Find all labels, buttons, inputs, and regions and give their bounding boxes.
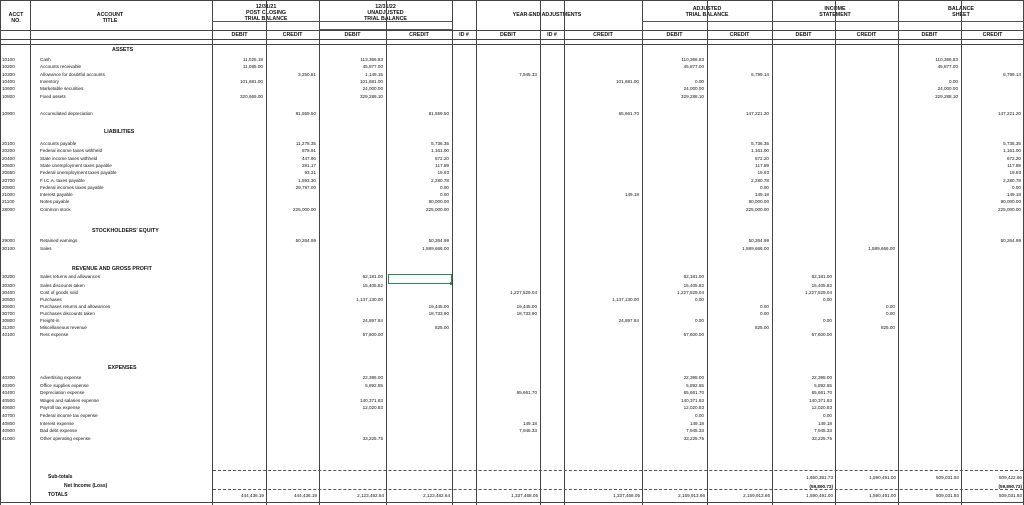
account-number: 31200 <box>2 325 15 330</box>
account-number: 40300 <box>2 382 15 388</box>
pc-credit-header: CREDIT <box>282 32 303 38</box>
header-rule <box>319 29 452 30</box>
adj-id-credit-header: ID # <box>547 32 557 38</box>
amount-atbd: 62,181.00 <box>683 274 704 279</box>
amount-atbd: 1,227,529.04 <box>677 290 704 295</box>
amount-isd: 5,892.55 <box>814 382 832 388</box>
amount-utd: 45,877.00 <box>362 64 383 70</box>
total-rule <box>213 470 1023 471</box>
account-title-header: ACCOUNT TITLE <box>96 12 124 24</box>
amount-pcd: 11,025.19 <box>242 57 263 62</box>
amount-atbd: 7,945.33 <box>686 428 704 434</box>
amount-isd: 15,405.82 <box>811 283 832 288</box>
net-income-label: Net Income (Loss) <box>64 483 108 489</box>
amount-isd: 33,225.75 <box>811 435 832 441</box>
adj-id-debit-header: ID # <box>459 32 469 38</box>
grid-line <box>319 0 320 505</box>
account-title: Accumulated depreciation <box>40 111 93 116</box>
account-title: Purchases returns and allowances <box>40 304 111 309</box>
account-title: Accounts payable <box>40 141 77 146</box>
account-title: Federal unemployment taxes payable <box>40 170 117 176</box>
amount-pcc: 1,593.30 <box>298 177 316 183</box>
total-ut-credit: 2,123,482.64 <box>423 493 450 498</box>
total-adj-credit: 1,337,468.05 <box>613 493 640 498</box>
amount-isd: 0.00 <box>823 297 832 302</box>
amount-utd: 33,225.75 <box>362 435 383 441</box>
amount-atbc: 672.20 <box>754 155 769 161</box>
amount-atbc: 19.93 <box>757 170 769 176</box>
total-rule <box>213 489 1023 490</box>
amount-isd: 7,945.33 <box>814 428 832 434</box>
account-number: 10900 <box>2 111 15 116</box>
account-number: 30200 <box>2 274 15 279</box>
amount-bsc: 1,161.00 <box>1003 148 1021 154</box>
account-title: Notes payable <box>40 199 70 205</box>
grid-line <box>476 0 477 505</box>
amount-isc: 0.00 <box>886 304 895 309</box>
account-number: 40600 <box>2 405 15 411</box>
adjustments-header: YEAR-END ADJUSTMENTS <box>512 12 582 18</box>
account-number: 29000 <box>2 238 15 243</box>
account-number: 40700 <box>2 413 15 418</box>
bs-debit-header: DEBIT <box>921 32 938 38</box>
is-credit-header: CREDIT <box>856 32 877 38</box>
grid-line <box>0 30 1024 31</box>
account-title: Bad debt expense <box>40 428 78 434</box>
amount-bsd: 24,000.00 <box>937 86 958 92</box>
amount-atbd: 65,661.70 <box>683 390 704 396</box>
amount-atbd: 57,600.00 <box>683 332 704 337</box>
amount-utd: 24,897.84 <box>362 318 383 323</box>
grid-line <box>564 0 565 505</box>
account-title: Miscellaneous revenue <box>40 325 87 330</box>
grid-line <box>452 0 453 505</box>
account-number: 28000 <box>2 207 15 212</box>
account-number: 40100 <box>2 332 15 337</box>
account-title: Advertising expense <box>40 375 82 380</box>
amount-atbd: 0.00 <box>695 318 704 323</box>
post-closing-header: 12/31/21 POST CLOSING TRIAL BALANCE <box>244 4 288 22</box>
account-title: Sales <box>40 246 52 251</box>
account-number: 30500 <box>2 297 15 302</box>
amount-isd: 0.00 <box>823 413 832 418</box>
amount-utc: 50,264.99 <box>428 238 449 243</box>
amount-utd: 101,681.00 <box>360 78 383 84</box>
total-pc-debit: 444,436.19 <box>241 493 264 498</box>
amount-bsc: 2,280.78 <box>1003 177 1021 183</box>
amount-isd: 149.18 <box>817 420 832 426</box>
amount-utd: 57,600.00 <box>362 332 383 337</box>
amount-isd: 62,181.00 <box>811 274 832 279</box>
amount-utc: 0.00 <box>440 192 449 198</box>
grid-line <box>772 0 773 505</box>
header-rule <box>772 21 1024 22</box>
subtotal-bs-debit: 509,031.93 <box>936 475 959 480</box>
amount-adjc: 24,897.84 <box>618 318 639 323</box>
amount-pcc: 447.96 <box>301 155 316 161</box>
amount-bsd: 45,877.00 <box>937 64 958 70</box>
account-number: 40500 <box>2 397 15 403</box>
account-number: 10600 <box>2 86 15 92</box>
amount-atbd: 45,877.00 <box>683 64 704 70</box>
account-number: 40200 <box>2 375 15 380</box>
account-title: Cash <box>40 57 51 62</box>
account-number: 20600 <box>2 162 15 168</box>
amount-atbd: 5,892.55 <box>686 382 704 388</box>
atb-credit-header: CREDIT <box>729 32 750 38</box>
amount-bsc: 147,221.20 <box>998 111 1021 116</box>
amount-bsc: 90,000.00 <box>1000 199 1021 205</box>
amount-isc: 1,589,666.00 <box>868 246 895 251</box>
amount-atbd: 0.00 <box>695 413 704 418</box>
total-is-credit: 1,590,491.00 <box>869 493 896 498</box>
amount-atbc: 825.00 <box>754 325 769 330</box>
account-number: 20100 <box>2 141 15 146</box>
amount-atbc: 90,000.00 <box>748 199 769 205</box>
account-title: Rent expense <box>40 332 69 337</box>
amount-pcd: 320,665.00 <box>240 93 263 99</box>
amount-utd: 113,366.83 <box>360 57 383 62</box>
account-number: 30300 <box>2 283 15 288</box>
unadjusted-header: 12/31/22 UNADJUSTED TRIAL BALANCE <box>364 4 407 22</box>
account-number: 10400 <box>2 78 15 84</box>
account-number: 21100 <box>2 199 15 205</box>
account-title: Freight-in <box>40 318 60 323</box>
account-title: Inventory <box>40 78 59 84</box>
grid-line <box>0 0 1024 1</box>
account-number: 10800 <box>2 93 15 99</box>
amount-bsd: 0.00 <box>949 78 958 84</box>
account-number: 20200 <box>2 148 15 154</box>
account-number: 30600 <box>2 304 15 309</box>
account-title: Sales returns and allowances <box>40 274 101 279</box>
account-number: 20400 <box>2 155 15 161</box>
liabilities-section-title: LIABILITIES <box>104 129 135 135</box>
amount-pcc: 29,797.00 <box>295 184 316 190</box>
grid-line <box>0 44 1024 45</box>
account-number: 20650 <box>2 170 15 176</box>
subtotals-label: Sub-totals <box>48 474 73 480</box>
amount-utd: 15,405.82 <box>362 283 383 288</box>
ut-credit-header: CREDIT <box>409 32 429 38</box>
account-number: 20700 <box>2 177 15 183</box>
account-title: Cost of goods sold <box>40 290 79 295</box>
net-income-bs-credit: (59,890.73) <box>998 484 1022 489</box>
is-debit-header: DEBIT <box>795 32 812 38</box>
grid-line <box>0 502 1024 503</box>
amount-bsc: 0.00 <box>1012 184 1021 190</box>
amount-isd: 57,600.00 <box>811 332 832 337</box>
amount-atbd: 33,225.75 <box>683 435 704 441</box>
total-atb-credit: 2,159,913.66 <box>743 493 770 498</box>
account-title: Office supplies expense <box>40 382 89 388</box>
totals-label: TOTALS <box>48 492 68 498</box>
account-title: Fixed assets <box>40 93 66 99</box>
amount-atbc: 1,161.00 <box>751 148 769 154</box>
account-title: F.I.C.A. taxes payable <box>40 177 85 183</box>
amount-utc: 1,161.00 <box>431 148 449 154</box>
amount-pcc: 3,250.81 <box>298 71 316 77</box>
account-title: Common stock <box>40 207 71 212</box>
account-number: 41000 <box>2 435 15 441</box>
total-ut-debit: 2,123,482.64 <box>357 493 384 498</box>
account-title: Payroll tax expense <box>40 405 81 411</box>
amount-atbd: 22,395.00 <box>683 375 704 380</box>
expenses-section-title: EXPENSES <box>108 365 137 371</box>
subtotal-is-debit: 1,650,381.73 <box>806 475 833 480</box>
total-is-debit: 1,590,491.00 <box>806 493 833 498</box>
net-income-is-debit: (59,890.73) <box>809 484 833 489</box>
total-bs-debit: 509,031.93 <box>936 493 959 498</box>
atb-debit-header: DEBIT <box>666 32 683 38</box>
amount-utd: 1,149.15 <box>365 71 383 77</box>
amount-utd: 24,000.00 <box>362 86 383 92</box>
account-number: 30100 <box>2 246 15 251</box>
amount-adjd: 19,445.00 <box>516 304 537 309</box>
amount-atbc: 225,000.00 <box>746 207 769 212</box>
amount-atbc: 1,589,666.00 <box>742 246 769 251</box>
account-title: Federal incomes taxes payable <box>40 184 104 190</box>
amount-bsd: 110,366.83 <box>935 57 958 62</box>
amount-pcc: 281.17 <box>301 162 316 168</box>
amount-bsc: 19.93 <box>1009 170 1021 176</box>
income-statement-header: INCOME STATEMENT <box>819 6 851 18</box>
account-number: 10200 <box>2 64 15 70</box>
amount-atbd: 15,405.82 <box>683 283 704 288</box>
total-atb-debit: 2,159,913.66 <box>678 493 705 498</box>
amount-utc: 19,445.00 <box>428 304 449 309</box>
acct-no-header: ACCT NO. <box>8 12 24 24</box>
amount-atbd: 12,020.83 <box>683 405 704 411</box>
amount-utc: 90,000.00 <box>428 199 449 205</box>
amount-utd: 62,181.00 <box>362 274 383 279</box>
amount-utd: 329,288.10 <box>360 93 383 99</box>
amount-adjd: 1,227,529.04 <box>510 290 537 295</box>
adj-credit-header: CREDIT <box>593 32 613 38</box>
account-title: Purchases <box>40 297 62 302</box>
grid-line <box>212 0 213 505</box>
amount-atbc: 5,736.35 <box>751 141 769 146</box>
amount-utc: 672.20 <box>434 155 449 161</box>
amount-isd: 0.00 <box>823 318 832 323</box>
grid-line <box>0 0 1 505</box>
pc-debit-header: DEBIT <box>231 32 248 38</box>
amount-bsc: 50,264.99 <box>1000 238 1021 243</box>
amount-atbc: 50,264.99 <box>748 238 769 243</box>
amount-isd: 140,371.63 <box>809 397 832 403</box>
grid-line <box>835 0 836 505</box>
amount-atbd: 24,000.00 <box>683 86 704 92</box>
total-bs-credit: 509,031.93 <box>999 493 1022 498</box>
account-title: Wages and salaries expense <box>40 397 99 403</box>
account-number: 40800 <box>2 420 15 426</box>
amount-pcc: 11,278.35 <box>295 141 316 146</box>
amount-isd: 22,395.00 <box>811 375 832 380</box>
account-title: Retained earnings <box>40 238 78 243</box>
total-pc-credit: 444,436.19 <box>294 493 317 498</box>
account-title: State income taxes withheld <box>40 155 98 161</box>
amount-utc: 117.89 <box>435 162 449 168</box>
account-number: 10100 <box>2 57 15 62</box>
account-title: Sales discounts taken <box>40 283 85 288</box>
header-rule <box>212 21 452 22</box>
account-title: Federal income tax expense <box>40 413 98 418</box>
subtotal-bs-credit: 509,422.66 <box>999 475 1022 480</box>
amount-bsd: 329,288.10 <box>935 93 958 99</box>
subtotal-is-credit: 1,590,491.00 <box>869 475 896 480</box>
grid-line <box>898 0 899 505</box>
amount-utc: 18,733.90 <box>428 311 449 316</box>
amount-utc: 5,736.35 <box>431 141 449 146</box>
amount-atbc: 0.00 <box>760 184 769 190</box>
account-title: Other operating expense <box>40 435 91 441</box>
amount-adjc: 101,681.00 <box>616 78 639 84</box>
amount-bsc: 117.89 <box>1007 162 1021 168</box>
amount-utd: 140,371.63 <box>360 397 383 403</box>
amount-bsc: 225,000.00 <box>998 207 1021 212</box>
account-title: Purchases discounts taken <box>40 311 95 316</box>
amount-utc: 19.93 <box>437 170 449 176</box>
grid-line <box>266 0 267 505</box>
account-number: 30800 <box>2 318 15 323</box>
amount-isc: 825.00 <box>880 325 895 330</box>
amount-utd: 1,137,130.00 <box>356 297 383 302</box>
account-number: 30700 <box>2 311 15 316</box>
account-title: Allowance for doubtful accounts <box>40 71 105 77</box>
account-number: 10300 <box>2 71 15 77</box>
bs-credit-header: CREDIT <box>982 32 1003 38</box>
total-adj-debit: 1,337,468.05 <box>511 493 538 498</box>
amount-adjd: 7,945.33 <box>519 71 537 77</box>
amount-adjc: 65,661.70 <box>618 111 639 116</box>
account-number: 20800 <box>2 184 15 190</box>
account-title: Interest expense <box>40 420 74 426</box>
account-title: Interest payable <box>40 192 73 198</box>
revenue-section-title: REVENUE AND GROSS PROFIT <box>72 266 152 272</box>
amount-adjd: 65,661.70 <box>516 390 537 396</box>
amount-atbc: 0.00 <box>760 304 769 309</box>
account-number: 40400 <box>2 390 15 396</box>
amount-utd: 12,020.83 <box>362 405 383 411</box>
amount-bsc: 5,736.35 <box>1003 141 1021 146</box>
grid-line <box>386 0 387 505</box>
amount-atbc: 2,280.78 <box>751 177 769 183</box>
amount-bsc: 149.18 <box>1006 192 1021 198</box>
amount-utc: 2,280.78 <box>431 177 449 183</box>
amount-pcd: 101,681.00 <box>240 78 263 84</box>
grid-line <box>642 0 643 505</box>
amount-atbc: 0.00 <box>760 311 769 316</box>
amount-utc: 81,559.50 <box>428 111 449 116</box>
amount-adjd: 7,945.33 <box>519 428 537 434</box>
amount-atbc: 6,799.14 <box>751 71 769 77</box>
grid-line <box>540 0 541 505</box>
account-number: 21000 <box>2 192 15 198</box>
grid-line <box>707 0 708 505</box>
amount-adjc: 149.18 <box>624 192 639 198</box>
amount-adjc: 1,137,130.00 <box>612 297 639 302</box>
amount-utc: 1,589,666.00 <box>422 246 449 251</box>
account-number: 30400 <box>2 290 15 295</box>
account-title: Federal income taxes withheld <box>40 148 103 154</box>
amount-utd: 22,395.00 <box>362 375 383 380</box>
amount-utc: 225,000.00 <box>426 207 449 212</box>
amount-pcc: 225,000.00 <box>293 207 316 212</box>
amount-pcc: 81,559.50 <box>295 111 316 116</box>
account-number: 40900 <box>2 428 15 434</box>
account-title: Depreciation expense <box>40 390 85 396</box>
amount-atbd: 329,288.10 <box>681 93 704 99</box>
amount-isc: 0.00 <box>886 311 895 316</box>
amount-pcc: 878.91 <box>301 148 316 154</box>
account-title: State unemployment taxes payable <box>40 162 112 168</box>
amount-isd: 65,661.70 <box>811 390 832 396</box>
grid-line <box>30 0 31 505</box>
amount-pcd: 11,085.00 <box>242 64 263 70</box>
ut-debit-header: DEBIT <box>344 32 361 38</box>
amount-atbd: 149.18 <box>689 420 704 426</box>
grid-line <box>961 0 962 505</box>
amount-atbd: 140,371.63 <box>681 397 704 403</box>
account-title: Marketable securities <box>40 86 84 92</box>
amount-adjd: 149.18 <box>522 420 537 426</box>
equity-section-title: STOCKHOLDERS' EQUITY <box>92 228 159 234</box>
amount-pcc: 50,264.99 <box>295 238 316 243</box>
amount-atbc: 117.89 <box>755 162 769 168</box>
amount-utc: 0.00 <box>440 184 449 190</box>
amount-bsc: 672.20 <box>1006 155 1021 161</box>
amount-utc: 825.00 <box>434 325 449 330</box>
balance-sheet-header: BALANCE SHEET <box>948 6 974 18</box>
amount-utd: 5,892.55 <box>365 382 383 388</box>
adj-debit-header: DEBIT <box>500 32 516 38</box>
amount-isd: 12,020.83 <box>811 405 832 411</box>
amount-atbd: 0.00 <box>695 78 704 84</box>
amount-isd: 1,227,529.04 <box>805 290 832 295</box>
amount-pcc: 93.31 <box>304 170 316 176</box>
amount-atbd: 110,366.83 <box>681 57 704 62</box>
adjusted-tb-header: ADJUSTED TRIAL BALANCE <box>685 6 729 18</box>
amount-atbd: 0.00 <box>695 297 704 302</box>
amount-atbc: 149.18 <box>754 192 769 198</box>
assets-section-title: ASSETS <box>112 47 134 53</box>
amount-atbc: 147,221.20 <box>746 111 769 116</box>
amount-adjd: 18,733.90 <box>516 311 537 316</box>
amount-bsc: 6,799.14 <box>1003 71 1021 77</box>
account-title: Accounts receivable <box>40 64 82 70</box>
grid-line <box>0 39 1024 40</box>
selected-cell[interactable] <box>388 274 452 284</box>
